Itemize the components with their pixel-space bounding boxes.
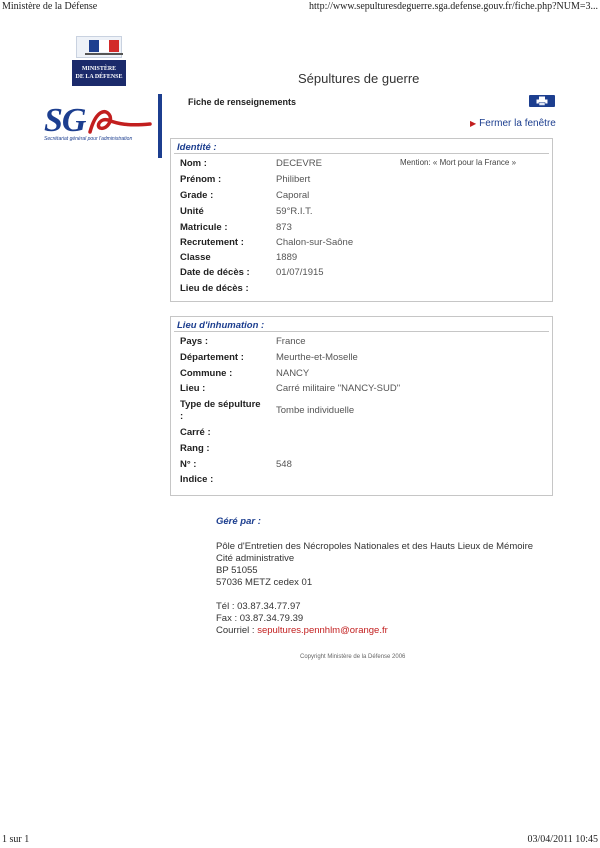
ministry-logo-line2: DE LA DÉFENSE bbox=[75, 74, 123, 80]
field-label-type-sepulture-colon: : bbox=[180, 411, 184, 422]
field-value-type-sepulture: Tombe individuelle bbox=[276, 405, 355, 416]
field-label-carre: Carré : bbox=[180, 427, 211, 438]
field-value-prenom: Philibert bbox=[276, 174, 311, 185]
field-label-prenom: Prénom : bbox=[180, 174, 222, 185]
field-label-classe: Classe bbox=[180, 252, 211, 263]
print-footer-datetime: 03/04/2011 10:45 bbox=[527, 834, 598, 845]
field-value-departement: Meurthe-et-Moselle bbox=[276, 352, 358, 363]
site-title: Sépultures de guerre bbox=[298, 71, 420, 86]
print-header-url: http://www.sepulturesdeguerre.sga.defense.gouv.fr/fiche.php?NUM=3... bbox=[309, 1, 598, 12]
burial-section bbox=[170, 316, 553, 496]
field-value-recrutement: Chalon-sur-Saône bbox=[276, 237, 354, 248]
field-value-grade: Caporal bbox=[276, 190, 310, 201]
field-label-pays: Pays : bbox=[180, 336, 208, 347]
section-divider bbox=[174, 331, 549, 332]
email-line bbox=[216, 625, 388, 636]
address-line-building: Cité administrative bbox=[216, 553, 295, 564]
field-label-lieu-deces: Lieu de décès : bbox=[180, 283, 249, 294]
field-label-recrutement: Recrutement : bbox=[180, 237, 244, 248]
copyright-notice: Copyright Ministère de la Défense 2006 bbox=[300, 654, 406, 660]
field-value-lieu: Carré militaire "NANCY-SUD" bbox=[276, 383, 401, 394]
field-label-rang: Rang : bbox=[180, 443, 210, 454]
ministry-logo-line1: MINISTÈRE bbox=[81, 66, 117, 72]
form-title: Fiche de renseignements bbox=[188, 97, 297, 107]
phone-number: Tél : 03.87.34.77.97 bbox=[216, 601, 301, 612]
field-label-departement: Département : bbox=[180, 352, 244, 363]
field-label-grade: Grade : bbox=[180, 190, 214, 201]
field-value-date-deces: 01/07/1915 bbox=[276, 267, 324, 278]
field-value-nom: DECEVRE bbox=[276, 158, 322, 169]
address-line-organisation: Pôle d'Entretien des Nécropoles Nationales et des Hauts Lieux de Mémoire bbox=[216, 541, 534, 552]
field-label-type-sepulture: Type de sépulture bbox=[180, 399, 261, 410]
printer-icon bbox=[536, 96, 548, 106]
email-label: Courriel : bbox=[216, 625, 258, 636]
managed-by-title: Géré par : bbox=[216, 516, 261, 527]
field-label-lieu: Lieu : bbox=[180, 383, 206, 394]
print-footer-page: 1 sur 1 bbox=[2, 834, 30, 845]
field-label-unite: Unité bbox=[180, 206, 204, 217]
fax-number: Fax : 03.87.34.79.39 bbox=[216, 613, 304, 624]
sga-swoosh-icon bbox=[88, 106, 152, 136]
sga-logo-bar bbox=[158, 94, 162, 158]
sga-logo-letters: SG bbox=[44, 102, 86, 139]
ministry-logo bbox=[72, 36, 126, 86]
burial-section-title: Lieu d'inhumation : bbox=[177, 320, 265, 331]
identity-section bbox=[170, 138, 553, 302]
field-label-indice: Indice : bbox=[180, 474, 214, 485]
field-value-pays: France bbox=[276, 336, 306, 347]
print-button[interactable] bbox=[529, 95, 555, 107]
marianne-flag-icon bbox=[76, 36, 122, 58]
field-value-numero: 548 bbox=[276, 459, 292, 470]
triangle-right-icon: ▶ bbox=[470, 119, 477, 128]
email-link[interactable]: sepultures.pennhlm@orange.fr bbox=[257, 625, 388, 636]
field-label-commune: Commune : bbox=[180, 368, 233, 379]
close-window-label: Fermer la fenêtre bbox=[479, 118, 556, 129]
field-label-nom: Nom : bbox=[180, 158, 207, 169]
field-label-matricule: Matricule : bbox=[180, 222, 228, 233]
print-header-title: Ministère de la Défense bbox=[2, 1, 98, 12]
sga-logo-subtitle: Secrétariat général pour l'administration bbox=[44, 136, 133, 142]
section-divider bbox=[174, 153, 549, 154]
field-value-classe: 1889 bbox=[276, 252, 298, 263]
mention-text: Mention: « Mort pour la France » bbox=[400, 158, 517, 167]
identity-section-title: Identité : bbox=[177, 142, 217, 153]
sga-logo bbox=[40, 94, 162, 158]
address-line-city: 57036 METZ cedex 01 bbox=[216, 577, 313, 588]
field-value-commune: NANCY bbox=[276, 368, 310, 379]
ministry-logo-plate bbox=[72, 60, 126, 86]
close-window-link[interactable] bbox=[470, 118, 556, 129]
field-value-matricule: 873 bbox=[276, 222, 292, 233]
field-value-unite: 59°R.I.T. bbox=[276, 206, 313, 217]
field-label-date-deces: Date de décès : bbox=[180, 267, 250, 278]
address-line-po-box: BP 51055 bbox=[216, 565, 258, 576]
field-label-numero: N° : bbox=[180, 459, 197, 470]
